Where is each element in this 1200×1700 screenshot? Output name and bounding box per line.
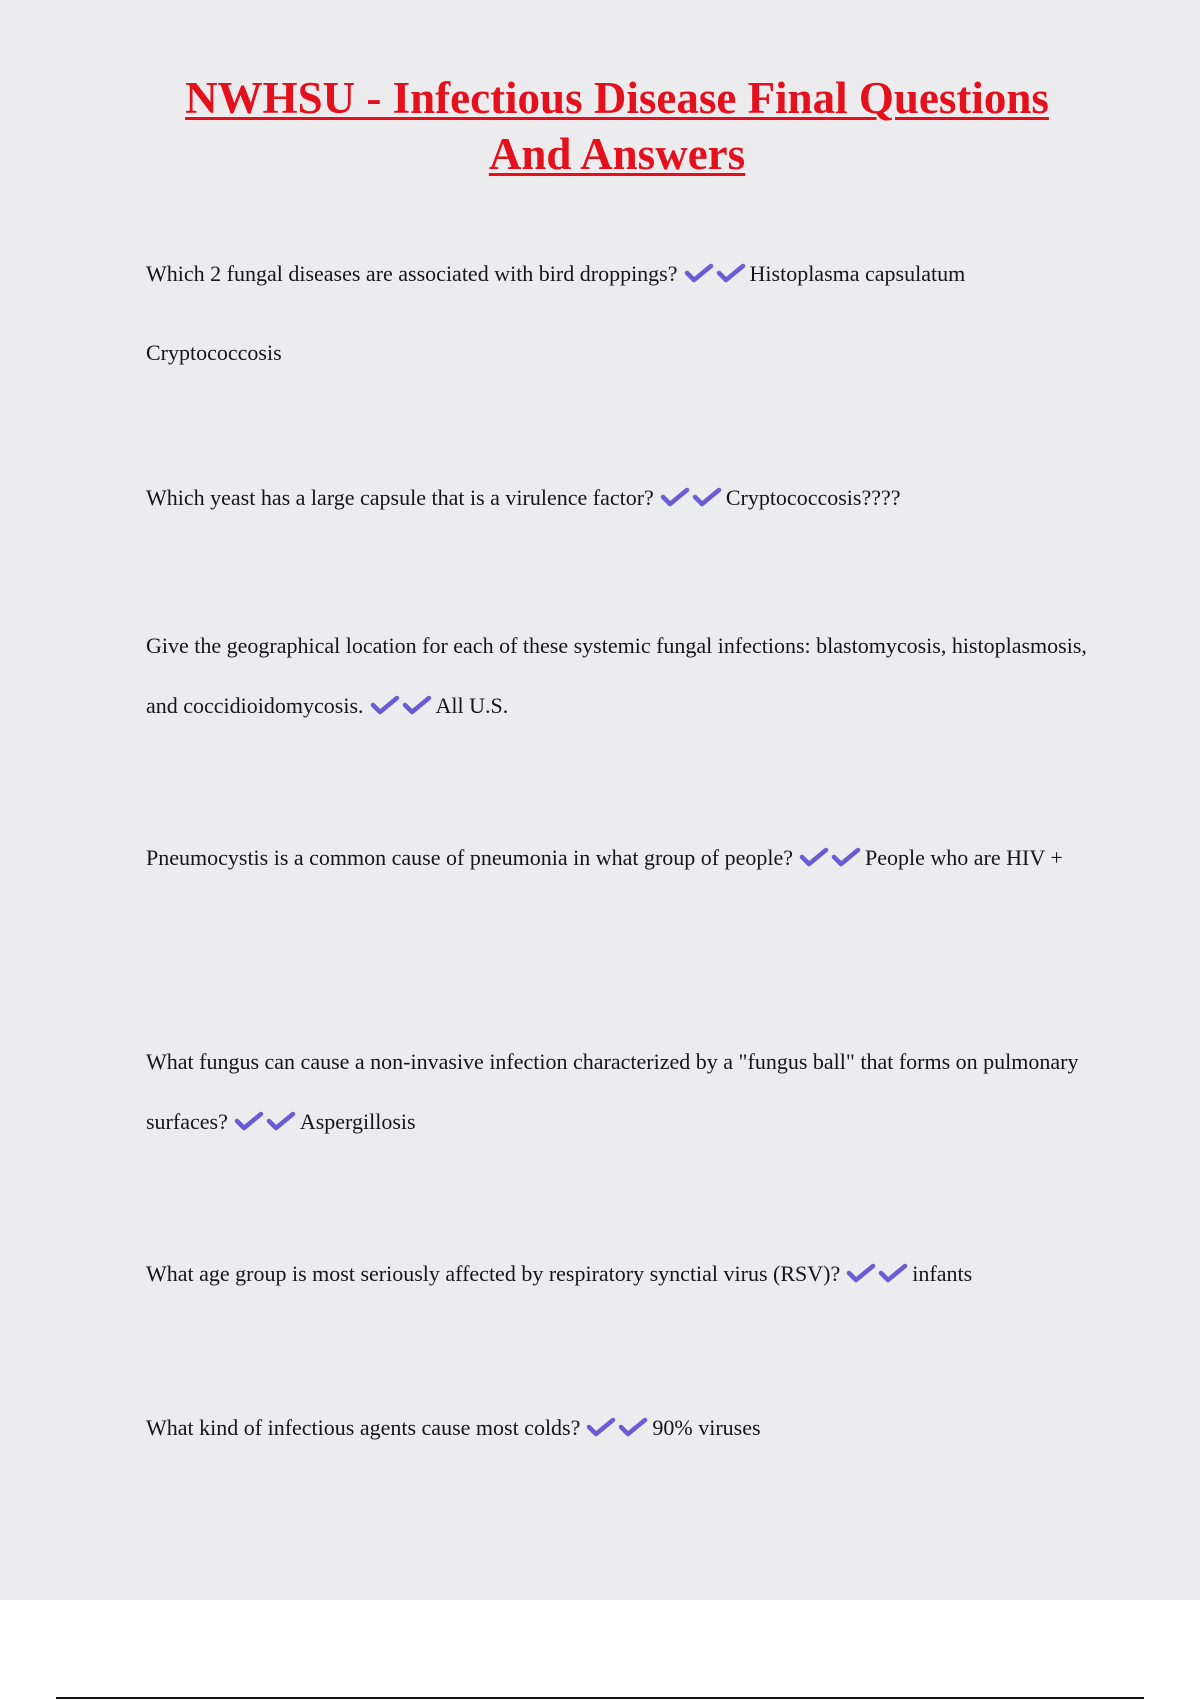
question-text: What kind of infectious agents cause most colds? [146, 1415, 581, 1440]
check-marks [586, 1401, 650, 1461]
check-marks [234, 1095, 298, 1155]
answer-text: All U.S. [435, 693, 509, 718]
qa-item-6 [146, 1244, 1096, 1307]
check-mark-icon [660, 486, 724, 508]
qa-item-1 [146, 244, 1096, 383]
qa-item-5 [146, 1032, 1096, 1155]
title-line-2: And Answers [488, 129, 746, 179]
page-divider [56, 1697, 1144, 1699]
check-marks [846, 1247, 910, 1307]
answer-text: Aspergillosis [299, 1109, 416, 1134]
check-mark-icon [846, 1262, 910, 1284]
answer-text: Cryptococcosis???? [725, 485, 901, 510]
check-mark-icon [234, 1110, 298, 1132]
question-text: What age group is most seriously affected by respiratory synctial virus (RSV)? [146, 1261, 841, 1286]
check-marks [660, 471, 724, 531]
answer-text: People who are HIV + [865, 845, 1063, 870]
answer-extra-text: Cryptococcosis [146, 340, 282, 365]
check-marks [684, 247, 748, 307]
qa-item-3 [146, 616, 1096, 739]
check-marks [370, 679, 434, 739]
answer-text: 90% viruses [652, 1415, 761, 1440]
title-line-1: NWHSU - Infectious Disease Final Questions [185, 73, 1049, 123]
question-text: Give the geographical location for each of these systemic fungal infections: blastomycosis, histoplasmosis, and coccidioidomycosis. [146, 633, 1087, 718]
check-mark-icon [799, 846, 863, 868]
question-text: Which yeast has a large capsule that is a virulence factor? [146, 485, 654, 510]
qa-item-7 [146, 1398, 1096, 1461]
check-mark-icon [586, 1416, 650, 1438]
check-mark-icon [684, 262, 748, 284]
question-text: Pneumocystis is a common cause of pneumonia in what group of people? [146, 845, 794, 870]
document-title [100, 70, 1134, 182]
qa-item-4 [146, 828, 1096, 891]
question-text: Which 2 fungal diseases are associated with bird droppings? [146, 261, 678, 286]
answer-text: Histoplasma capsulatum [749, 261, 966, 286]
qa-item-2 [146, 468, 1096, 531]
question-text: What fungus can cause a non-invasive infection characterized by a "fungus ball" that forms on pulmonary surfaces? [146, 1049, 1079, 1134]
check-mark-icon [370, 694, 434, 716]
answer-text: infants [912, 1261, 973, 1286]
check-marks [799, 831, 863, 891]
